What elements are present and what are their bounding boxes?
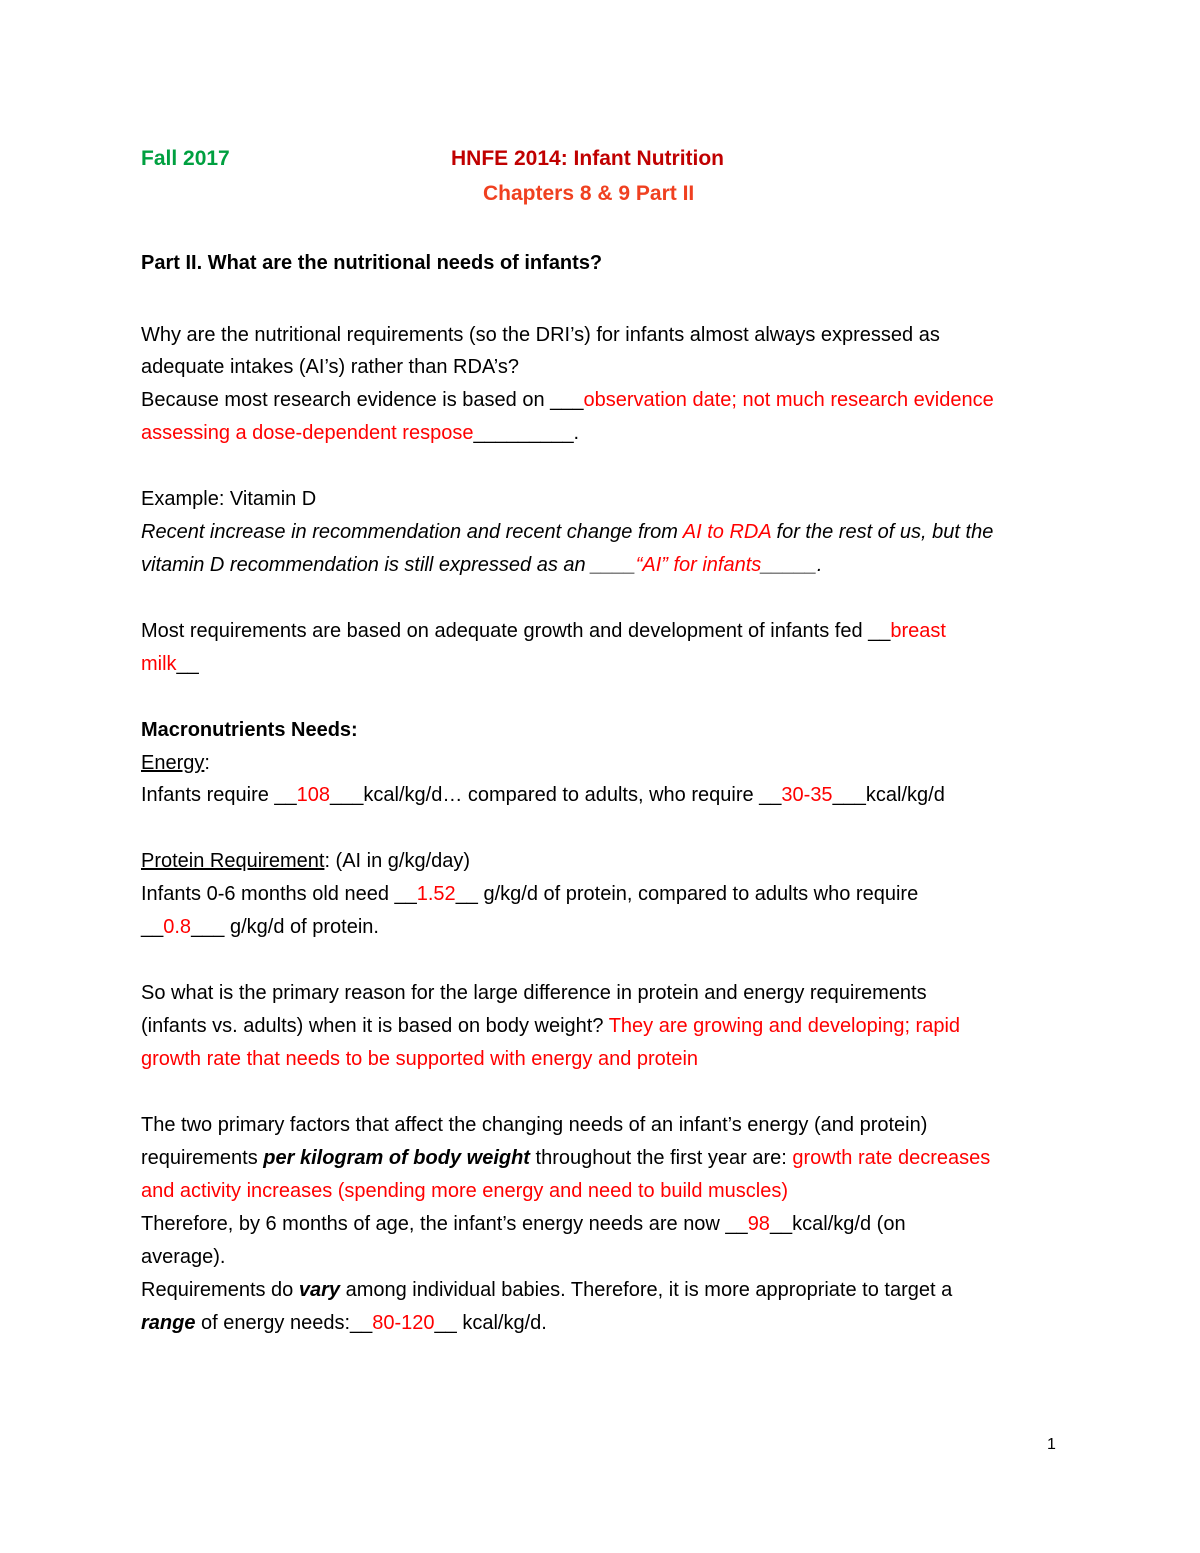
factors-line1: The two primary factors that affect the changing needs of an infant’s energy (and protein): [141, 1114, 928, 1136]
q1-line2: adequate intakes (AI’s) rather than RDA’s?: [141, 356, 519, 378]
header-term: Fall 2017: [141, 147, 230, 170]
protein-line1: Infants 0-6 months old need __1.52__ g/kg/d of protein, compared to adults who require: [141, 883, 919, 905]
reason-line3: growth rate that needs to be supported with energy and protein: [141, 1048, 699, 1070]
header-chapters: Chapters 8 & 9 Part II: [483, 182, 695, 205]
header-course: HNFE 2014: Infant Nutrition: [451, 147, 725, 170]
energy-label: Energy:: [141, 752, 210, 774]
factors-line6: Requirements do vary among individual babies. Therefore, it is more appropriate to target a: [141, 1279, 953, 1301]
example-line1: Recent increase in recommendation and recent change from AI to RDA for the rest of us, but the: [141, 521, 994, 543]
energy-line: Infants require __108___kcal/kg/d… compared to adults, who require __30-35___kcal/kg/d: [141, 784, 945, 806]
factors-line2: requirements per kilogram of body weight throughout the first year are: growth rate decreases: [141, 1147, 991, 1169]
reason-line2: (infants vs. adults) when it is based on body weight? They are growing and developing; rapid: [141, 1015, 961, 1037]
macro-heading: Macronutrients Needs:: [141, 719, 358, 741]
factors-line4: Therefore, by 6 months of age, the infant’s energy needs are now __98__kcal/kg/d (on: [141, 1213, 906, 1235]
page-number: 1: [1047, 1436, 1056, 1453]
protein-line2: __0.8___ g/kg/d of protein.: [141, 916, 379, 938]
most-req-line2: milk__: [141, 653, 199, 675]
reason-line1: So what is the primary reason for the large difference in protein and energy requirements: [141, 982, 927, 1004]
factors-line7: range of energy needs:__80-120__ kcal/kg/d.: [141, 1312, 547, 1334]
part-heading: Part II. What are the nutritional needs of infants?: [141, 252, 603, 274]
q1-line1: Why are the nutritional requirements (so the DRI’s) for infants almost always expressed as: [141, 324, 940, 346]
q1-answer-line1: Because most research evidence is based on ___observation date; not much research evidence: [141, 389, 994, 411]
q1-answer-line2: assessing a dose-dependent respose_________.: [141, 422, 580, 444]
factors-line5: average).: [141, 1246, 226, 1268]
factors-line3: and activity increases (spending more energy and need to build muscles): [141, 1180, 789, 1202]
most-req-line1: Most requirements are based on adequate growth and development of infants fed __breast: [141, 620, 946, 642]
protein-label: Protein Requirement: (AI in g/kg/day): [141, 850, 471, 872]
example-line2: vitamin D recommendation is still expressed as an ____“AI” for infants_____.: [141, 554, 823, 576]
example-heading: Example: Vitamin D: [141, 488, 317, 510]
